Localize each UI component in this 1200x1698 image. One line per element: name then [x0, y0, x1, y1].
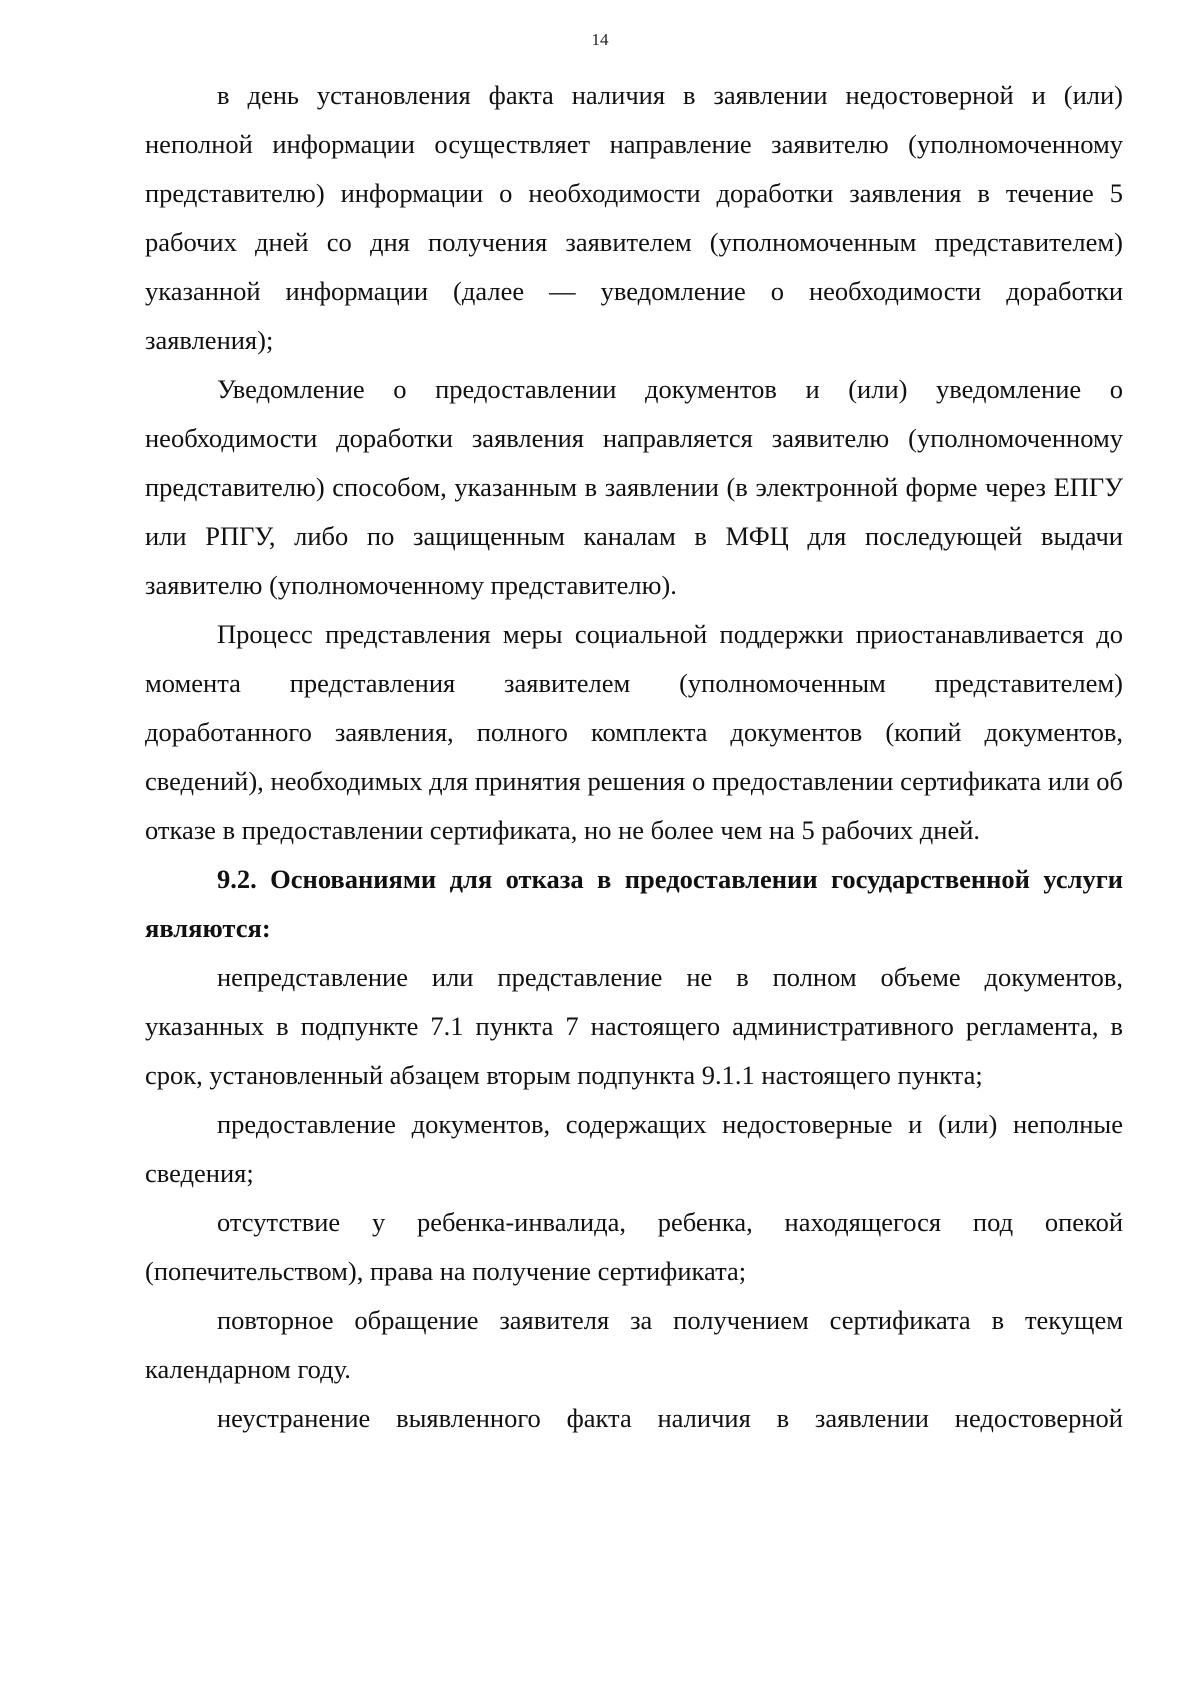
- page-number: 14: [591, 30, 609, 49]
- list-item-false-information: предоставление документов, содержащих недостоверные и (или) неполные сведения;: [145, 1109, 1123, 1188]
- paragraph-process-suspension: Процесс представления меры социальной поддержки приостанавливается до момента представления заявителем (уполномоченным представителем) доработанного заявления, полного комплекта документов (копий документов, сведений), необходимых для принятия решения о предоставлении сертификата или об отказе в предоставлении сертификата, но не более чем на 5 рабочих дней.: [145, 619, 1123, 845]
- list-item-no-entitlement: отсутствие у ребенка-инвалида, ребенка, находящегося под опекой (попечительством), права на получение сертификата;: [145, 1207, 1123, 1286]
- list-item-uncorrected-info: неустранение выявленного факта наличия в заявлении недостоверной: [217, 1403, 1123, 1433]
- list-item-repeat-request: повторное обращение заявителя за получением сертификата в текущем календарном году.: [145, 1305, 1123, 1384]
- document-body: [145, 71, 1123, 1443]
- section-heading-refusal-grounds: 9.2. Основаниями для отказа в предоставлении государственной услуги являются:: [145, 864, 1123, 943]
- list-item-missing-documents: непредставление или представление не в полном объеме документов, указанных в подпункте 7.1 пункта 7 настоящего административного регламента, в срок, установленный абзацем вторым подпункта 9.1.1 настоящего пункта;: [145, 962, 1123, 1090]
- paragraph-notification-delivery: Уведомление о предоставлении документов и (или) уведомление о необходимости доработки заявления направляется заявителю (уполномоченному представителю) способом, указанным в заявлении (в электронной форме через ЕПГУ или РПГУ, либо по защищенным каналам в МФЦ для последующей выдачи заявителю (уполномоченному представителю).: [145, 374, 1123, 600]
- paragraph-notice-incomplete-info: в день установления факта наличия в заявлении недостоверной и (или) неполной информации осуществляет направление заявителю (уполномоченному представителю) информации о необходимости доработки заявления в течение 5 рабочих дней со дня получения заявителем (уполномоченным представителем) указанной информации (далее — уведомление о необходимости доработки заявления);: [145, 80, 1123, 355]
